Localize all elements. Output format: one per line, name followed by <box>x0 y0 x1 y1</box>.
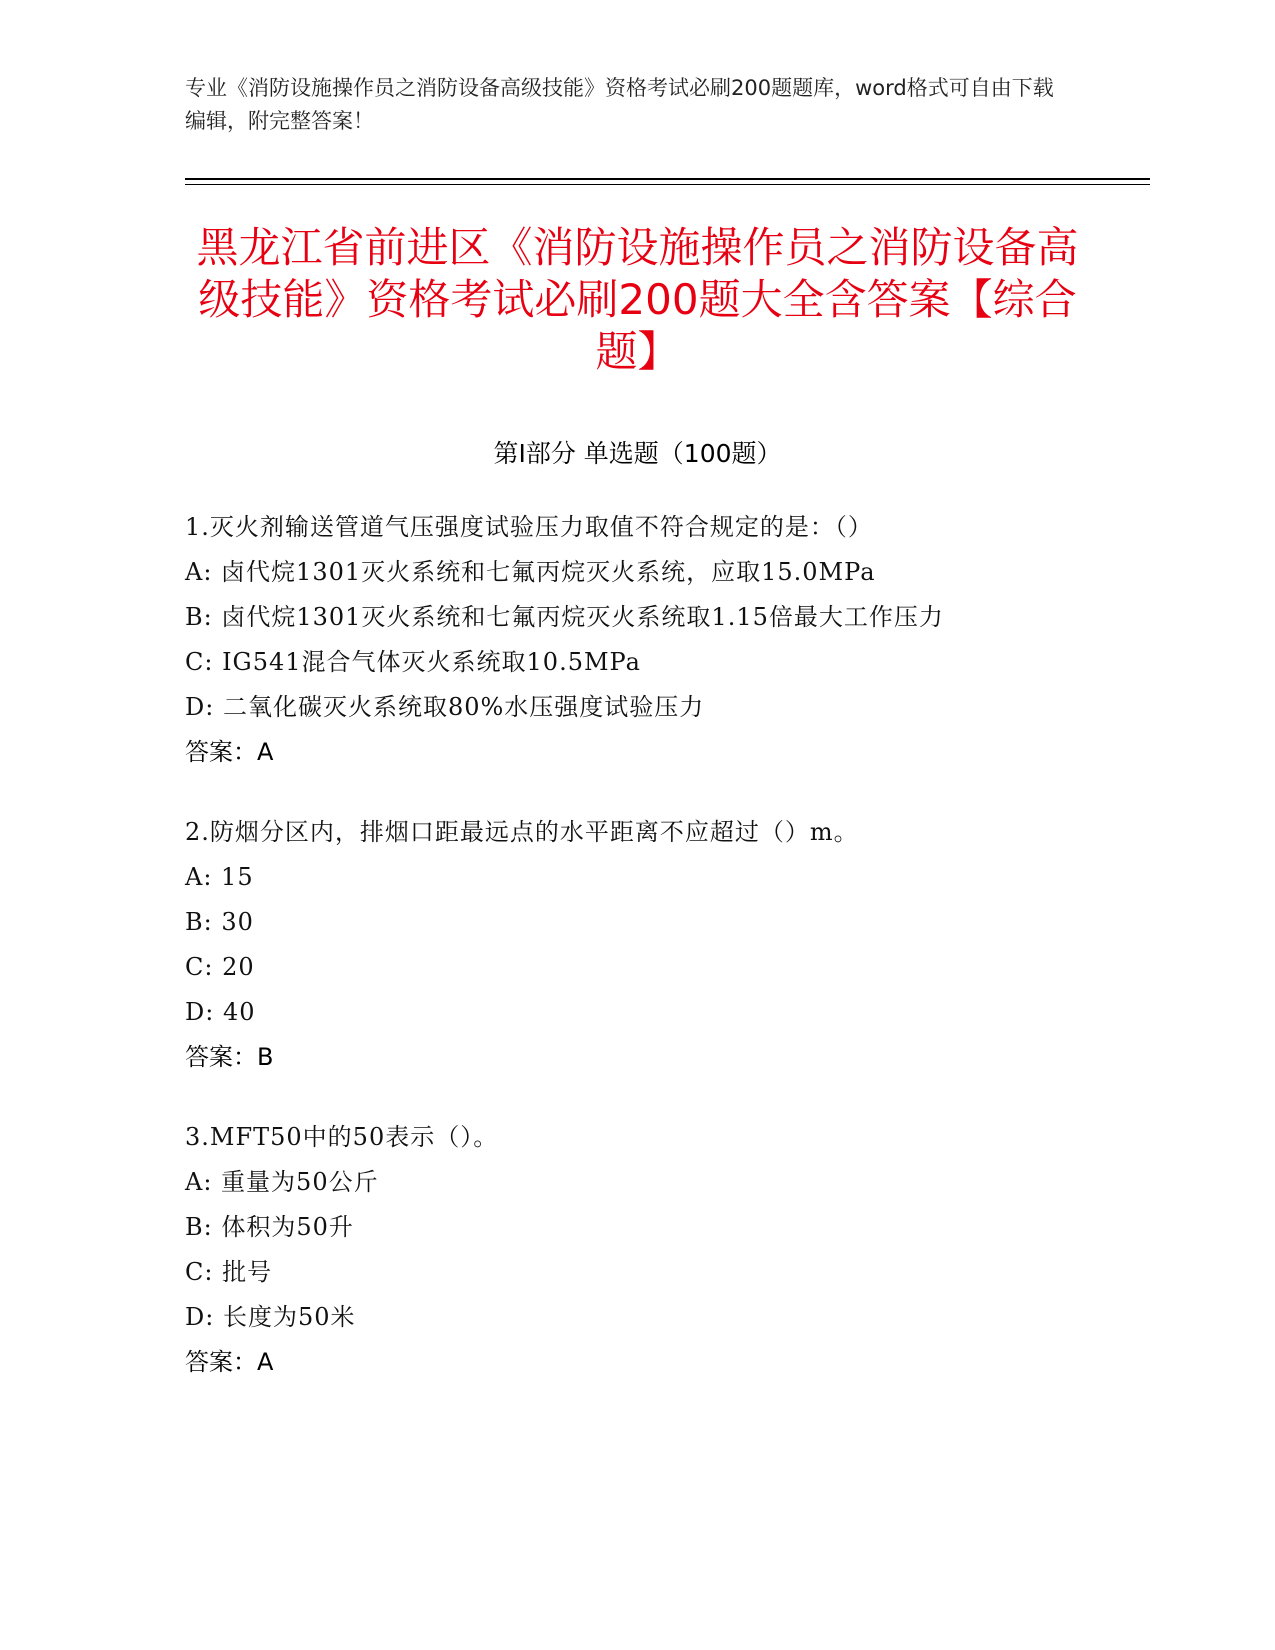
document-title: 黑龙江省前进区《消防设施操作员之消防设备高级技能》资格考试必刷200题大全含答案【综合题】 <box>196 223 1079 376</box>
option-a: A: 重量为50公斤 <box>185 1168 379 1196</box>
question-stem: 3.MFT50中的50表示（）。 <box>185 1123 499 1151</box>
option-d: D: 40 <box>185 998 256 1026</box>
header-note: 专业《消防设施操作员之消防设备高级技能》资格考试必刷200题题库，word格式可自由下载编辑，附完整答案！ <box>185 76 1054 133</box>
option-d: D: 长度为50米 <box>185 1303 356 1331</box>
option-c: C: 批号 <box>185 1258 273 1286</box>
question-stem: 2.防烟分区内，排烟口距最远点的水平距离不应超过（）m。 <box>185 818 859 846</box>
question-stem: 1.灭火剂输送管道气压强度试验压力取值不符合规定的是：（） <box>185 513 873 541</box>
option-b: B: 卤代烷1301灭火系统和七氟丙烷灭火系统取1.15倍最大工作压力 <box>185 603 944 631</box>
question-2 <box>185 810 1105 1080</box>
option-d: D: 二氧化碳灭火系统取80%水压强度试验压力 <box>185 693 705 721</box>
option-c: C: 20 <box>185 953 255 981</box>
option-a: A: 15 <box>185 863 254 891</box>
question-1 <box>185 505 1105 775</box>
question-3 <box>185 1115 1105 1385</box>
header-divider-thick <box>185 178 1150 180</box>
answer: 答案：B <box>185 1043 274 1071</box>
section-title: 第Ⅰ部分 单选题（100题） <box>493 439 782 468</box>
header-divider-thin <box>185 184 1150 185</box>
option-b: B: 体积为50升 <box>185 1213 354 1241</box>
option-b: B: 30 <box>185 908 254 936</box>
option-c: C: IG541混合气体灭火系统取10.5MPa <box>185 648 641 676</box>
answer: 答案：A <box>185 738 274 766</box>
answer: 答案：A <box>185 1348 274 1376</box>
option-a: A: 卤代烷1301灭火系统和七氟丙烷灭火系统，应取15.0MPa <box>185 558 876 586</box>
